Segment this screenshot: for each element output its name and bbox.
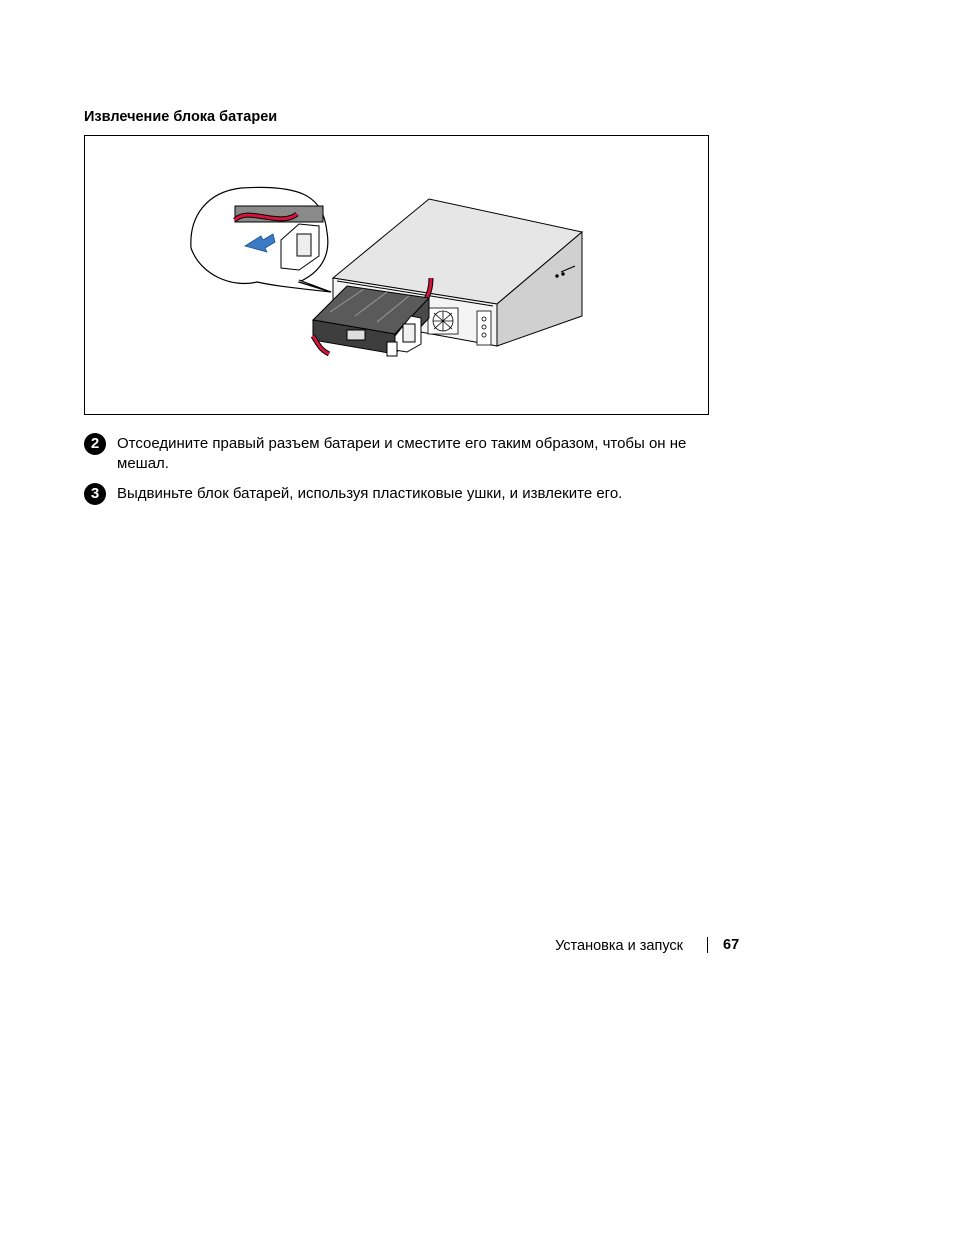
footer-section-title: Установка и запуск [555,938,683,954]
step-number-badge: 2 [84,433,106,455]
illustration-frame [84,135,709,415]
footer-divider [707,937,708,953]
step-text: Отсоедините правый разъем батареи и сместите его таким образом, чтобы он не мешал. [117,435,687,472]
step-text: Выдвиньте блок батарей, используя пластиковые ушки, и извлеките его. [117,485,623,502]
page-heading: Извлечение блока батареи [84,109,278,125]
front-fan [428,308,458,334]
front-indicators [477,311,491,345]
battery-removal-illustration [85,136,708,414]
page-number: 67 [723,937,740,953]
step-number-badge: 3 [84,483,106,505]
